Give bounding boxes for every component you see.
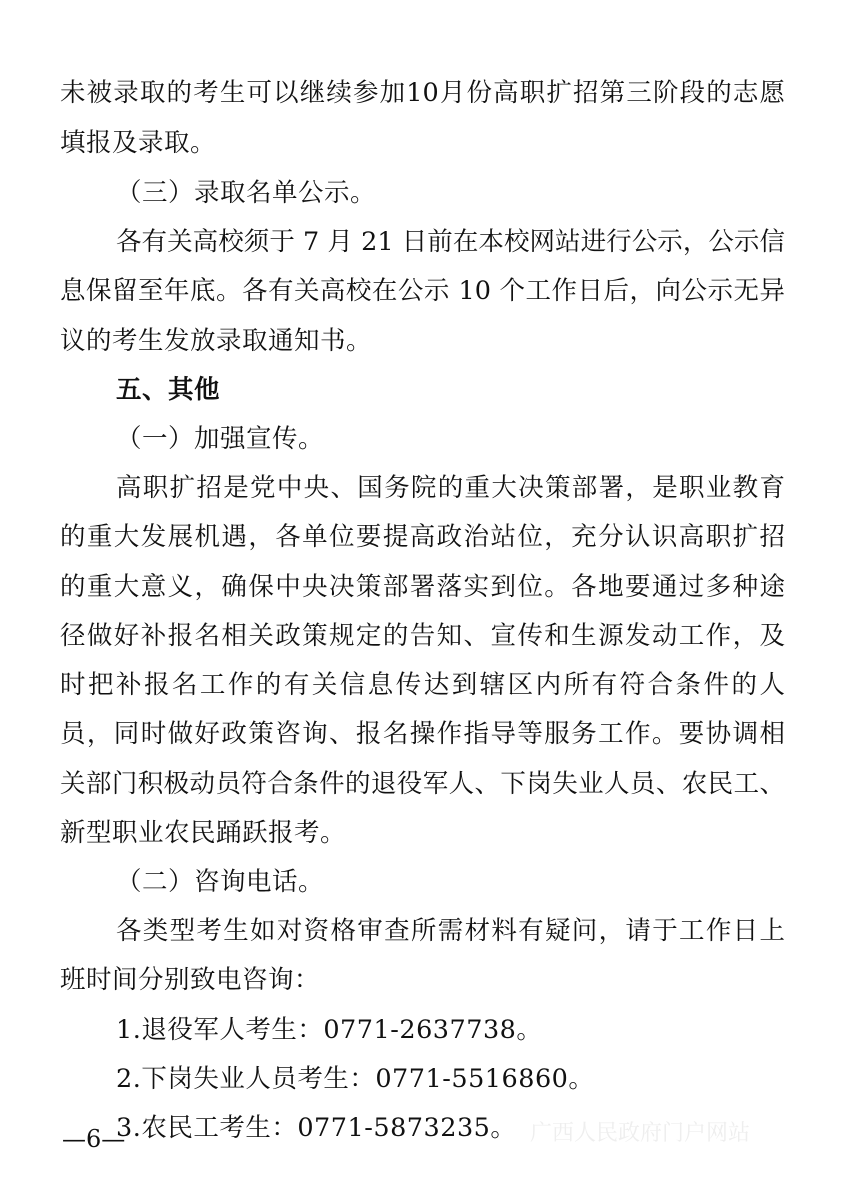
paragraph-line: 各有关高校须于 7 月 21 日前在本校网站进行公示，公示信: [116, 227, 785, 257]
section-subheading: （一）加强宣传。: [116, 424, 325, 454]
paragraph-line: 关部门积极动员符合条件的退役军人、下岗失业人员、农民工、: [60, 769, 785, 799]
contact-item: 2.下岗失业人员考生：0771-5516860。: [116, 1064, 595, 1094]
contact-item: 1.退役军人考生：0771-2637738。: [116, 1015, 543, 1045]
paragraph-line: 径做好补报名相关政策规定的告知、宣传和生源发动工作，及: [60, 621, 785, 651]
section-heading: 五、其他: [116, 375, 221, 405]
paragraph-line: 各类型考生如对资格审查所需材料有疑问，请于工作日上: [116, 916, 785, 946]
paragraph-line: 的重大意义，确保中央决策部署落实到位。各地要通过多种途: [60, 572, 785, 602]
paragraph-line: 员，同时做好政策咨询、报名操作指导等服务工作。要协调相: [60, 719, 785, 749]
page-number: —6—: [62, 1125, 126, 1153]
paragraph-line: 班时间分别致电咨询：: [60, 965, 321, 995]
watermark: 广西人民政府门户网站: [530, 1121, 751, 1146]
paragraph-line: 新型职业农民踊跃报考。: [60, 818, 347, 848]
contact-item: 3.农民工考生：0771-5873235。: [116, 1113, 517, 1143]
paragraph-line: 的重大发展机遇，各单位要提高政治站位，充分认识高职扩招: [60, 522, 785, 552]
paragraph-line: 时把补报名工作的有关信息传达到辖区内所有符合条件的人: [60, 670, 785, 700]
section-subheading: （三）录取名单公示。: [116, 178, 377, 208]
paragraph-line: 议的考生发放录取通知书。: [60, 326, 373, 356]
paragraph-line: 未被录取的考生可以继续参加10月份高职扩招第三阶段的志愿: [60, 78, 785, 108]
paragraph-line: 填报及录取。: [60, 128, 217, 158]
section-subheading: （二）咨询电话。: [116, 867, 325, 897]
paragraph-line: 息保留至年底。各有关高校在公示 10 个工作日后，向公示无异: [60, 276, 785, 306]
paragraph-line: 高职扩招是党中央、国务院的重大决策部署，是职业教育: [116, 473, 785, 503]
